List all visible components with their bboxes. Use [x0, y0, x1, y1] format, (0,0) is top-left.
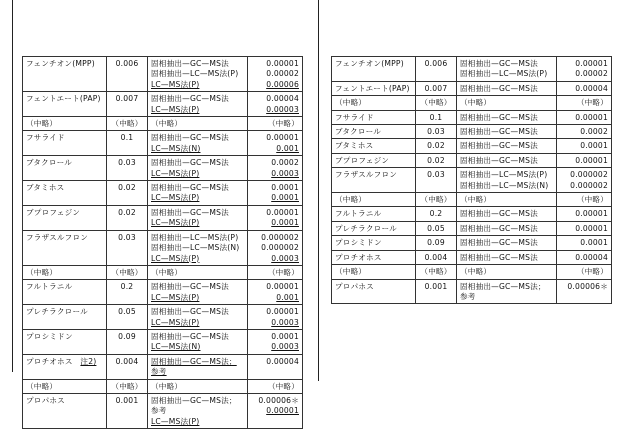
detection-limit-cell — [557, 125, 612, 139]
detection-limit-cell — [248, 131, 303, 156]
substance-name: ブプロフェジン — [335, 155, 389, 165]
detection-limit-cell — [248, 393, 303, 428]
table-row — [332, 265, 612, 279]
test-method-line: （中略） — [151, 119, 183, 129]
detection-limit-line: 0.0002 — [580, 127, 608, 137]
table-row — [23, 117, 303, 131]
substance-name: （中略） — [26, 381, 58, 391]
substance-name: プレチラクロール — [26, 307, 88, 317]
substance-name: プロパホス — [26, 395, 65, 405]
detection-limit-cell — [557, 96, 612, 110]
test-method-cell — [457, 236, 557, 250]
substance-name: フェントエート(PAP) — [26, 94, 101, 104]
substance-name-cell — [23, 393, 107, 428]
substance-name-cell — [332, 265, 416, 279]
detection-limit-cell — [248, 92, 303, 117]
standard-value-cell: 0.09 — [107, 329, 148, 354]
table-row — [332, 168, 612, 193]
substance-name-cell — [23, 181, 107, 206]
test-method-line: LC—MS法(P) — [151, 317, 200, 327]
substance-name-cell — [332, 236, 416, 250]
table-row — [23, 305, 303, 330]
substance-name-cell — [332, 250, 416, 264]
detection-limit-line: 0.0003 — [271, 253, 299, 263]
detection-limit-line: 0.00003 — [266, 104, 299, 114]
table-row — [23, 156, 303, 181]
detection-limit-line: 0.0001 — [580, 238, 608, 248]
test-method-line: （中略） — [460, 98, 492, 108]
table-row — [332, 153, 612, 167]
test-method-line: 固相抽出—GC—MS法 — [151, 331, 229, 341]
table-row — [332, 96, 612, 110]
test-method-line: 固相抽出—GC—MS法；参考 — [151, 395, 237, 416]
test-method-line: LC—MS法(P) — [151, 292, 200, 302]
standard-value-cell: 0.004 — [107, 354, 148, 379]
detection-limit-cell — [248, 379, 303, 393]
substance-name: フルトラニル — [26, 282, 73, 292]
test-method-cell — [148, 92, 248, 117]
substance-name-cell — [23, 57, 107, 92]
test-method-line: 固相抽出—GC—MS法 — [151, 183, 229, 193]
test-method-cell — [457, 265, 557, 279]
test-method-cell — [457, 221, 557, 235]
detection-limit-cell — [557, 81, 612, 95]
detection-limit-line: 0.00004 — [575, 252, 608, 262]
table-row — [23, 329, 303, 354]
standard-value-cell: 0.007 — [107, 92, 148, 117]
test-method-line: 固相抽出—GC—MS法 — [460, 209, 538, 219]
substance-name-cell — [332, 96, 416, 110]
test-method-line: 固相抽出—LC—MS法(P) — [460, 69, 548, 79]
detection-limit-cell — [557, 221, 612, 235]
table-row — [23, 205, 303, 230]
standard-value-cell: 0.03 — [107, 230, 148, 265]
substance-name: フェンチオン(MPP) — [335, 59, 404, 68]
test-method-line: LC—MS法(P) — [151, 253, 200, 263]
test-method-line: 固相抽出—GC—MS法 — [460, 141, 538, 151]
standard-value-cell: 0.02 — [107, 205, 148, 230]
test-method-cell — [457, 279, 557, 304]
test-method-cell — [457, 139, 557, 153]
test-method-cell — [148, 265, 248, 279]
detection-limit-line: （中略） — [576, 195, 608, 205]
detection-limit-line: 0.0003 — [271, 168, 299, 178]
table-row — [23, 393, 303, 428]
table-row — [332, 57, 612, 82]
substance-name-cell — [23, 117, 107, 131]
test-method-line: LC—MS法(P) — [151, 218, 200, 228]
substance-name: プロチオホス — [335, 252, 382, 262]
detection-limit-cell — [557, 139, 612, 153]
table-row — [23, 354, 303, 379]
substance-name-cell — [23, 305, 107, 330]
test-method-line: （中略） — [460, 195, 492, 205]
detection-limit-line: 0.00002 — [266, 69, 299, 79]
test-method-line: 固相抽出—GC—MS法；参考 — [151, 356, 237, 377]
detection-limit-line: 0.0001 — [580, 141, 608, 151]
substance-name: フラザスルフロン — [26, 232, 89, 242]
standard-value-cell: 0.007 — [416, 81, 457, 95]
table-row — [23, 92, 303, 117]
detection-limit-cell — [557, 193, 612, 207]
substance-name: （中略） — [335, 98, 367, 108]
substance-name-cell — [23, 156, 107, 181]
test-method-line: LC—MS法(P) — [151, 79, 200, 89]
standard-value-cell: 0.001 — [416, 279, 457, 304]
substance-name-cell — [332, 153, 416, 167]
table-row — [23, 181, 303, 206]
standard-value-cell: 0.006 — [416, 57, 457, 82]
standard-value-cell: （中略） — [416, 265, 457, 279]
detection-limit-line: 0.00006＊ — [567, 281, 608, 291]
substance-name: プロチオホス — [26, 356, 73, 366]
table-row — [332, 81, 612, 95]
table-row — [332, 125, 612, 139]
substance-name-cell — [23, 280, 107, 305]
detection-limit-cell — [248, 329, 303, 354]
test-method-line: 固相抽出—GC—MS法；参考 — [460, 281, 546, 301]
substance-name: ブプロフェジン — [26, 207, 80, 217]
detection-limit-line: 0.00004 — [266, 356, 299, 366]
table-row — [332, 110, 612, 124]
detection-limit-line: 0.00001 — [266, 307, 299, 317]
substance-name-cell — [332, 110, 416, 124]
test-method-line: 固相抽出—LC—MS法(N) — [460, 180, 549, 190]
detection-limit-cell — [248, 57, 303, 92]
substance-name: プロシミドン — [26, 331, 73, 341]
test-method-line: 固相抽出—GC—MS法 — [151, 94, 229, 104]
standard-value-cell: （中略） — [107, 379, 148, 393]
detection-limit-line: 0.000002 — [570, 170, 608, 180]
test-method-line: 固相抽出—GC—MS法 — [460, 223, 538, 233]
test-method-line: （中略） — [151, 381, 183, 391]
substance-name: フサライド — [26, 133, 65, 143]
detection-limit-line: 0.00006 — [266, 79, 299, 89]
standard-value-cell: 0.001 — [107, 393, 148, 428]
substance-name-cell — [332, 139, 416, 153]
test-method-line: 固相抽出—GC—MS法 — [460, 112, 538, 122]
test-method-cell — [148, 354, 248, 379]
standard-value-cell: 0.006 — [107, 57, 148, 92]
test-method-cell — [457, 168, 557, 193]
substance-name-cell — [332, 168, 416, 193]
standard-value-cell: 0.004 — [416, 250, 457, 264]
footnote-ref: 注2) — [80, 356, 97, 366]
test-method-line: 固相抽出—LC—MS法(P) — [151, 232, 239, 242]
standard-value-cell: 0.09 — [416, 236, 457, 250]
test-method-cell — [457, 110, 557, 124]
standard-value-cell: 0.02 — [416, 153, 457, 167]
detection-limit-line: 0.00006＊ — [258, 395, 299, 405]
test-method-line: （中略） — [151, 267, 183, 277]
detection-limit-line: （中略） — [267, 119, 299, 129]
table-row — [23, 131, 303, 156]
detection-limit-line: 0.0003 — [271, 317, 299, 327]
substance-name-cell — [23, 354, 107, 379]
table-row — [332, 139, 612, 153]
detection-limit-line: 0.0001 — [271, 331, 299, 341]
detection-limit-line: 0.0003 — [271, 342, 299, 352]
substance-name: フェントエート(PAP) — [335, 83, 410, 93]
test-method-cell — [148, 181, 248, 206]
test-method-line: 固相抽出—GC—MS法 — [151, 133, 229, 143]
detection-limit-line: 0.00001 — [575, 155, 608, 165]
detection-limit-cell — [248, 205, 303, 230]
detection-limit-line: 0.00001 — [575, 112, 608, 122]
detection-limit-cell — [248, 181, 303, 206]
detection-limit-line: 0.000002 — [570, 180, 608, 190]
detection-limit-line: 0.00001 — [575, 59, 608, 68]
test-method-line: 固相抽出—GC—MS法 — [460, 59, 538, 68]
substance-name: ブタミホス — [26, 183, 65, 193]
detection-limit-line: 0.00001 — [575, 223, 608, 233]
test-method-line: 固相抽出—GC—MS法 — [151, 307, 229, 317]
test-method-line: 固相抽出—GC—MS法 — [151, 207, 229, 217]
standard-value-cell: 0.2 — [107, 280, 148, 305]
test-method-line: LC—MS法(P) — [151, 416, 200, 426]
test-method-line: 固相抽出—GC—MS法 — [460, 127, 538, 137]
substance-name-cell — [23, 265, 107, 279]
test-method-cell — [457, 153, 557, 167]
test-method-cell — [148, 131, 248, 156]
substance-name-cell — [23, 329, 107, 354]
test-method-line: （中略） — [460, 267, 492, 277]
test-method-line: LC—MS法(N) — [151, 143, 201, 153]
table-row — [23, 265, 303, 279]
detection-limit-cell — [248, 156, 303, 181]
standard-value-cell: 0.03 — [416, 168, 457, 193]
test-method-cell — [148, 117, 248, 131]
detection-limit-cell — [248, 265, 303, 279]
substance-name-cell — [23, 230, 107, 265]
test-method-line: LC—MS法(P) — [151, 168, 200, 178]
detection-limit-line: 0.000002 — [261, 243, 299, 253]
detection-limit-cell — [557, 250, 612, 264]
detection-limit-cell — [248, 354, 303, 379]
substance-name: （中略） — [26, 119, 58, 129]
test-method-line: 固相抽出—LC—MS法(P) — [460, 170, 548, 180]
test-method-cell — [457, 250, 557, 264]
test-method-cell — [148, 230, 248, 265]
substance-name-cell — [332, 125, 416, 139]
detection-limit-line: （中略） — [267, 381, 299, 391]
table-row — [23, 379, 303, 393]
substance-name: フェンチオン(MPP) — [26, 59, 95, 68]
substance-name: フサライド — [335, 112, 374, 122]
substance-name: （中略） — [335, 195, 367, 205]
detection-limit-line: （中略） — [267, 267, 299, 277]
substance-name-cell — [23, 205, 107, 230]
substance-name: ブタクロール — [26, 158, 73, 168]
detection-limit-cell — [557, 153, 612, 167]
table-row — [332, 193, 612, 207]
table-row — [332, 207, 612, 221]
test-method-cell — [148, 393, 248, 428]
detection-limit-line: 0.00001 — [266, 133, 299, 143]
detection-limit-line: 0.0001 — [271, 218, 299, 228]
detection-limit-line: 0.00001 — [575, 209, 608, 219]
detection-limit-cell — [248, 280, 303, 305]
detection-limit-line: 0.0001 — [271, 193, 299, 203]
substance-name: フラザスルフロン — [335, 170, 398, 180]
detection-limit-cell — [557, 265, 612, 279]
detection-limit-line: 0.00001 — [266, 207, 299, 217]
substance-name-cell — [332, 221, 416, 235]
substance-name: （中略） — [335, 267, 367, 277]
standard-value-cell: （中略） — [416, 193, 457, 207]
detection-limit-line: 0.000002 — [261, 232, 299, 242]
test-method-cell — [457, 193, 557, 207]
standard-value-cell: 0.03 — [416, 125, 457, 139]
detection-limit-line: 0.001 — [276, 292, 299, 302]
test-method-cell — [457, 207, 557, 221]
detection-limit-line: 0.00001 — [266, 406, 299, 416]
substance-name-cell — [23, 379, 107, 393]
table-row — [23, 57, 303, 92]
center-divider-rule — [318, 0, 319, 381]
substance-name: プロシミドン — [335, 238, 382, 248]
table-row — [23, 280, 303, 305]
detection-limit-cell — [248, 305, 303, 330]
standard-value-cell: 0.05 — [416, 221, 457, 235]
standard-value-cell: （中略） — [107, 117, 148, 131]
standard-value-cell: 0.02 — [107, 181, 148, 206]
standard-value-cell: （中略） — [416, 96, 457, 110]
detection-limit-cell — [557, 168, 612, 193]
substance-name-cell — [23, 92, 107, 117]
detection-limit-cell — [557, 57, 612, 82]
substance-name-cell — [23, 131, 107, 156]
test-method-line: 固相抽出—GC—MS法 — [151, 59, 229, 68]
substance-name-cell — [332, 193, 416, 207]
left-margin-rule — [12, 0, 13, 372]
substance-name-cell — [332, 207, 416, 221]
substance-name-cell — [332, 57, 416, 82]
detection-limit-cell — [557, 236, 612, 250]
detection-limit-cell — [557, 110, 612, 124]
detection-limit-line: 0.001 — [276, 143, 299, 153]
test-method-cell — [148, 280, 248, 305]
substance-name: フルトラニル — [335, 209, 382, 219]
standard-value-cell: （中略） — [107, 265, 148, 279]
test-method-line: 固相抽出—GC—MS法 — [460, 238, 538, 248]
test-method-line: 固相抽出—GC—MS法 — [460, 155, 538, 165]
detection-limit-line: 0.0001 — [271, 183, 299, 193]
detection-limit-cell — [248, 117, 303, 131]
standard-value-cell: 0.1 — [416, 110, 457, 124]
test-method-cell — [148, 305, 248, 330]
table-row — [332, 250, 612, 264]
table-row — [23, 230, 303, 265]
test-method-cell — [457, 96, 557, 110]
test-method-cell — [457, 125, 557, 139]
test-method-cell — [457, 81, 557, 95]
detection-limit-line: 0.0002 — [271, 158, 299, 168]
detection-limit-line: 0.00004 — [575, 83, 608, 93]
detection-limit-line: 0.00004 — [266, 94, 299, 104]
table-row — [332, 279, 612, 304]
detection-limit-line: 0.00001 — [266, 282, 299, 292]
test-method-line: 固相抽出—LC—MS法(N) — [151, 243, 240, 253]
substance-name: ブタクロール — [335, 127, 382, 137]
right-standards-table — [331, 56, 612, 304]
standard-value-cell: 0.05 — [107, 305, 148, 330]
detection-limit-cell — [557, 207, 612, 221]
test-method-line: LC—MS法(P) — [151, 104, 200, 114]
test-method-line: 固相抽出—GC—MS法 — [151, 282, 229, 292]
test-method-line: 固相抽出—GC—MS法 — [460, 252, 538, 262]
substance-name: （中略） — [26, 267, 58, 277]
standard-value-cell: 0.03 — [107, 156, 148, 181]
test-method-line: 固相抽出—LC—MS法(P) — [151, 69, 239, 79]
test-method-line: 固相抽出—GC—MS法 — [460, 83, 538, 93]
substance-name: プロパホス — [335, 281, 374, 291]
detection-limit-cell — [557, 279, 612, 304]
standard-value-cell: 0.02 — [416, 139, 457, 153]
detection-limit-line: 0.00001 — [266, 59, 299, 68]
test-method-cell — [148, 329, 248, 354]
test-method-line: LC—MS法(P) — [151, 193, 200, 203]
standard-value-cell: 0.1 — [107, 131, 148, 156]
test-method-cell — [148, 156, 248, 181]
substance-name: プレチラクロール — [335, 223, 397, 233]
test-method-cell — [457, 57, 557, 82]
test-method-cell — [148, 379, 248, 393]
detection-limit-line: （中略） — [576, 267, 608, 277]
detection-limit-line: 0.00002 — [575, 69, 608, 79]
test-method-line: LC—MS法(N) — [151, 342, 201, 352]
detection-limit-cell — [248, 230, 303, 265]
substance-name: ブタミホス — [335, 141, 374, 151]
substance-name-cell — [332, 279, 416, 304]
table-row — [332, 221, 612, 235]
left-standards-table — [22, 56, 303, 429]
substance-name-cell — [332, 81, 416, 95]
table-row — [332, 236, 612, 250]
test-method-line: 固相抽出—GC—MS法 — [151, 158, 229, 168]
detection-limit-line: （中略） — [576, 98, 608, 108]
standard-value-cell: 0.2 — [416, 207, 457, 221]
test-method-cell — [148, 205, 248, 230]
test-method-cell — [148, 57, 248, 92]
